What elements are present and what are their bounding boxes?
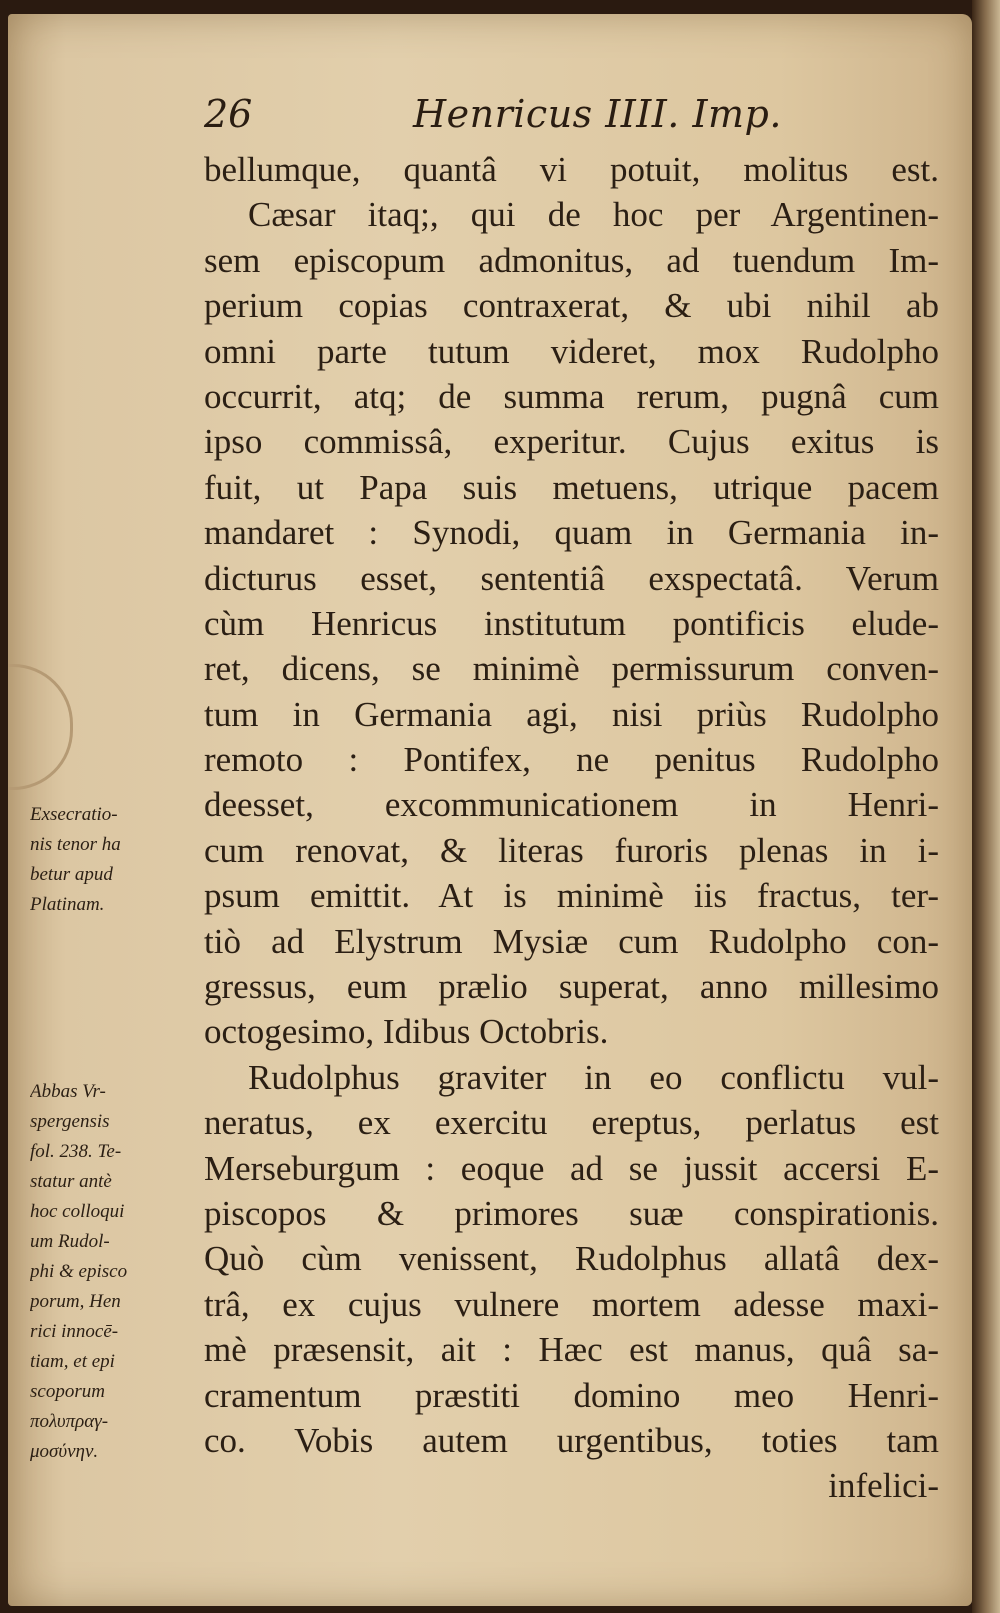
margin-note-line: scoporum bbox=[30, 1381, 105, 1402]
text-line: Cæsar itaq;, qui de hoc per Argentinen- bbox=[248, 195, 939, 235]
text-line: occurrit, atq; de summa rerum, pugnâ cum bbox=[204, 376, 939, 416]
page-header bbox=[8, 92, 972, 142]
text-line: cramentum præstiti domino meo Henri- bbox=[204, 1375, 939, 1415]
margin-note-line: hoc colloqui bbox=[30, 1201, 125, 1222]
margin-note-line: Exsecratio- bbox=[30, 804, 118, 825]
text-line: Quò cùm venissent, Rudolphus allatâ dex- bbox=[204, 1239, 939, 1279]
text-line: octogesimo, Idibus Octobris. bbox=[204, 1012, 609, 1052]
text-line: bellumque, quantâ vi potuit, molitus est. bbox=[204, 150, 939, 189]
margin-note-line: fol. 238. Te- bbox=[30, 1141, 122, 1162]
text-line: neratus, ex exercitu ereptus, perlatus est bbox=[204, 1103, 939, 1143]
text-line: gressus, eum prælio superat, anno millesimo bbox=[204, 967, 939, 1007]
margin-note-line: rici innocē- bbox=[30, 1321, 119, 1342]
margin-note-line: nis tenor ha bbox=[30, 834, 121, 855]
text-line: cùm Henricus institutum pontificis elude- bbox=[204, 603, 939, 643]
body-text bbox=[204, 147, 939, 1509]
page-tab-mark bbox=[8, 664, 73, 790]
margin-note-line: um Rudol- bbox=[30, 1231, 110, 1252]
text-line: remoto : Pontifex, ne penitus Rudolpho bbox=[204, 740, 939, 780]
text-line: psum emittit. At is minimè iis fractus, ter- bbox=[204, 876, 939, 916]
text-line: Merseburgum : eoque ad se jussit accersi E- bbox=[204, 1148, 939, 1188]
page-number: 26 bbox=[204, 92, 253, 136]
margin-note-line: betur apud bbox=[30, 864, 113, 885]
margin-note-line: Abbas Vr- bbox=[30, 1081, 106, 1102]
text-line: sem episcopum admonitus, ad tuendum Im- bbox=[204, 240, 939, 280]
text-line: dicturus esset, sententiâ exspectatâ. Verum bbox=[204, 558, 939, 598]
text-line: fuit, ut Papa suis metuens, utrique pacem bbox=[204, 467, 939, 507]
margin-note-line: tiam, et epi bbox=[30, 1351, 115, 1372]
text-line: perium copias contraxerat, & ubi nihil ab bbox=[204, 286, 939, 326]
text-line: omni parte tutum videret, mox Rudolpho bbox=[204, 331, 939, 371]
text-line: piscopos & primores suæ conspirationis. bbox=[204, 1193, 939, 1233]
margin-note-line: Platinam. bbox=[30, 894, 105, 915]
margin-note-line: μοσύνην. bbox=[30, 1441, 99, 1462]
margin-note-exsecratio bbox=[30, 800, 198, 920]
margin-note-line: statur antè bbox=[30, 1171, 112, 1192]
margin-note-line: πολυπραγ- bbox=[30, 1411, 109, 1432]
text-line: tum in Germania agi, nisi priùs Rudolpho bbox=[204, 694, 939, 734]
margin-note-abbas bbox=[30, 1077, 198, 1467]
text-line: ret, dicens, se minimè permissurum conven- bbox=[204, 649, 939, 689]
margin-note-line: phi & episco bbox=[30, 1261, 128, 1282]
margin-note-line: porum, Hen bbox=[30, 1291, 121, 1312]
text-line: tiò ad Elystrum Mysiæ cum Rudolpho con- bbox=[204, 921, 939, 961]
book-edge bbox=[972, 0, 1000, 1613]
text-line: co. Vobis autem urgentibus, toties tam bbox=[204, 1420, 939, 1460]
text-line: mandaret : Synodi, quam in Germania in- bbox=[204, 513, 939, 553]
running-head: Henricus IIII. Imp. bbox=[413, 92, 782, 136]
margin-note-line: spergensis bbox=[30, 1111, 110, 1132]
text-line: mè præsensit, ait : Hæc est manus, quâ sa- bbox=[204, 1330, 939, 1370]
text-line: trâ, ex cujus vulnere mortem adesse maxi- bbox=[204, 1284, 939, 1324]
text-line: cum renovat, & literas furoris plenas in i- bbox=[204, 830, 939, 870]
book-page bbox=[8, 14, 972, 1606]
text-line: deesset, excommunicationem in Henri- bbox=[204, 785, 939, 825]
text-line: Rudolphus graviter in eo conflictu vul- bbox=[248, 1057, 939, 1097]
text-line: ipso commissâ, experitur. Cujus exitus is bbox=[204, 422, 939, 462]
catchword: infelici- bbox=[828, 1466, 939, 1506]
